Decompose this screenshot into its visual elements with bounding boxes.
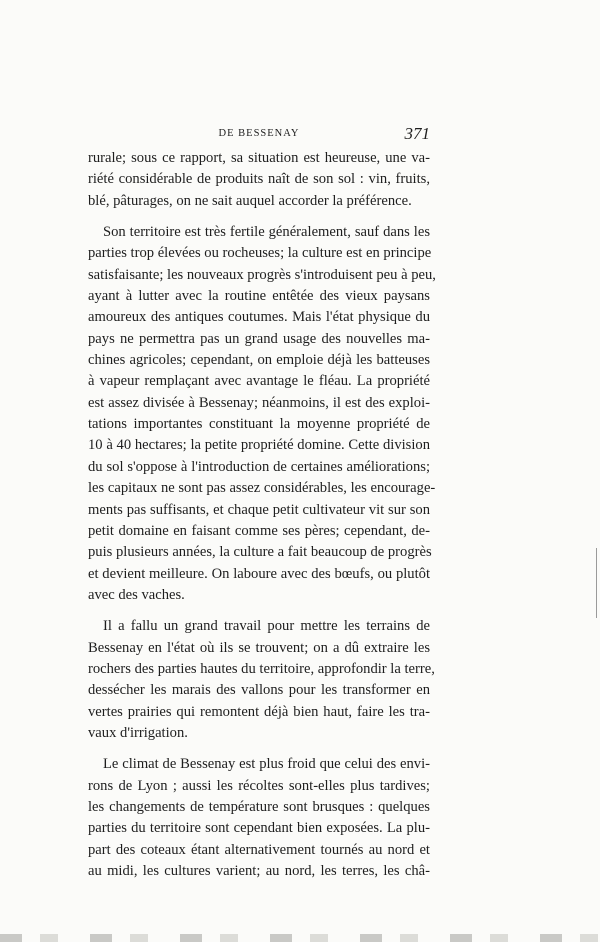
paragraph-gap bbox=[88, 212, 430, 222]
paragraph-gap bbox=[88, 606, 430, 616]
text-line: chines agricoles; cependant, on emploie déjà les batteuses bbox=[88, 352, 430, 369]
text-line: puis plusieurs années, la culture a fait beaucoup de progrès bbox=[88, 544, 432, 561]
text-line: les capitaux ne sont pas assez considérables, les encourage- bbox=[88, 480, 436, 497]
text-line: est assez divisée à Bessenay; néanmoins, il est des exploi- bbox=[88, 394, 430, 411]
text-line: ayant à lutter avec la routine entêtée des vieux paysans bbox=[88, 288, 430, 305]
text-line: vertes prairies qui remontent déjà bien haut, faire les tra- bbox=[88, 703, 430, 720]
text-line: Son territoire est très fertile généralement, sauf dans les bbox=[103, 224, 430, 241]
text-line: au midi, les cultures varient; au nord, les terres, les châ- bbox=[88, 863, 430, 879]
text-line: ments pas suffisants, et chaque petit cultivateur vit sur son bbox=[88, 501, 430, 518]
text-line: rons de Lyon ; aussi les récoltes sont-elles plus tardives; bbox=[88, 777, 430, 794]
text-line: rochers des parties hautes du territoire, approfondir la terre, bbox=[88, 660, 435, 677]
text-line: amoureux des antiques coutumes. Mais l'état physique du bbox=[88, 309, 430, 326]
text-line: et devient meilleure. On laboure avec des bœufs, ou plutôt bbox=[88, 565, 430, 582]
text-line: satisfaisante; les nouveaux progrès s'introduisent peu à peu, bbox=[88, 266, 436, 283]
text-line: les changements de température sont brusques : quelques bbox=[88, 798, 430, 815]
text-line: du sol s'oppose à l'introduction de certaines améliorations; bbox=[88, 458, 430, 475]
page-header bbox=[88, 124, 430, 146]
running-title: DE BESSENAY bbox=[218, 128, 300, 139]
text-line: petit domaine en faisant comme ses pères; cependant, de- bbox=[88, 522, 430, 539]
text-line: part des coteaux étant alternativement tournés au nord et bbox=[88, 841, 430, 858]
text-line: tations importantes constituant la moyenne propriété de bbox=[88, 416, 430, 433]
text-line: rurale; sous ce rapport, sa situation est heureuse, une va- bbox=[88, 150, 430, 166]
text-line: vaux d'irrigation. bbox=[88, 724, 188, 741]
text-line: blé, pâturages, on ne sait auquel accorder la préférence. bbox=[88, 192, 412, 209]
text-line: pays ne permettra pas un grand usage des nouvelles ma- bbox=[88, 330, 430, 347]
paragraph-gap bbox=[88, 744, 430, 754]
text-line: Bessenay en l'état où ils se trouvent; on a dû extraire les bbox=[88, 639, 430, 656]
text-line: Il a fallu un grand travail pour mettre les terrains de bbox=[103, 618, 430, 635]
text-line: Le climat de Bessenay est plus froid que celui des envi- bbox=[103, 756, 430, 773]
text-line: 10 à 40 hectares; la petite propriété domine. Cette division bbox=[88, 437, 430, 454]
text-line: parties du territoire sont cependant bien exposées. La plu- bbox=[88, 820, 430, 837]
text-line: riété considérable de produits naît de son sol : vin, fruits, bbox=[88, 171, 430, 188]
scan-edge-mark bbox=[596, 548, 597, 618]
text-line: à vapeur remplaçant avec avantage le fléau. La propriété bbox=[88, 373, 430, 390]
text-line: parties trop élevées ou rocheuses; la culture est en principe bbox=[88, 245, 432, 262]
text-line: avec des vaches. bbox=[88, 586, 185, 603]
scan-bottom-edge bbox=[0, 934, 600, 942]
text-line: dessécher les marais des vallons pour les transformer en bbox=[88, 682, 430, 699]
body-text bbox=[88, 148, 436, 882]
page-number: 371 bbox=[404, 124, 430, 143]
